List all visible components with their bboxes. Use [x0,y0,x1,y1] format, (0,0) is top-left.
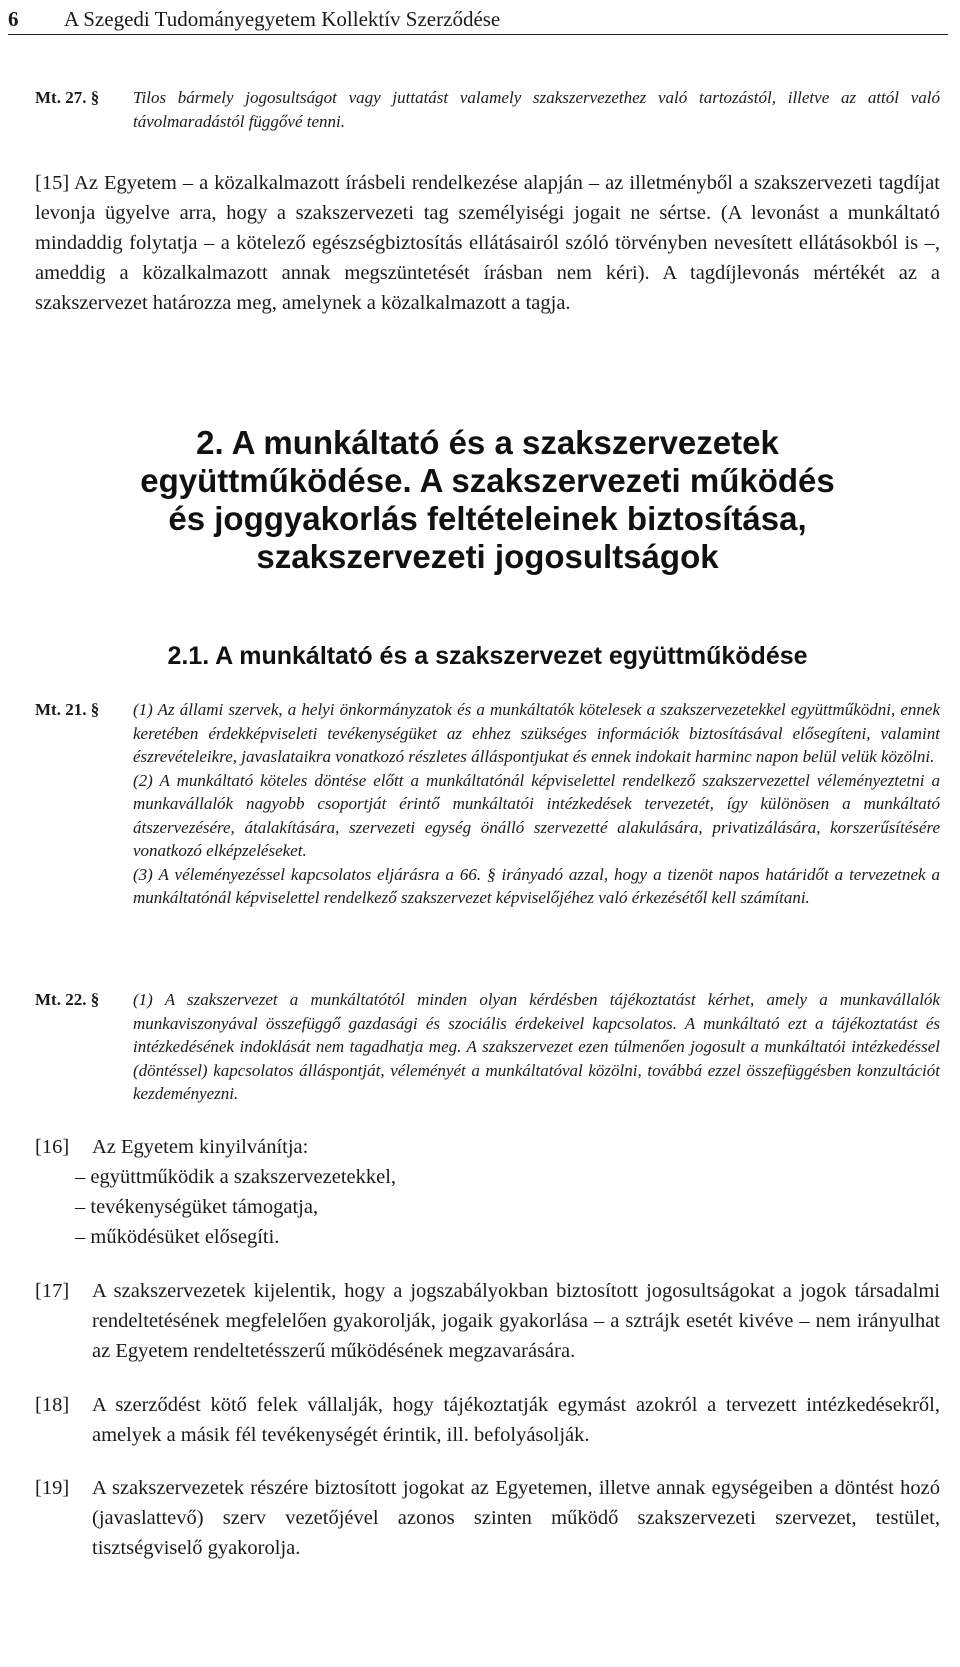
chapter-heading-line-1: 2. A munkáltató és a szakszervezetek [196,424,779,461]
mt21-body [133,698,940,910]
mt27-block [35,86,940,133]
paragraph-19-text: A szakszervezetek részére biztosított jogokat az Egyetemen, illetve annak egységeiben a döntést hozó (javaslattevő) szerv vezetőjével azonos szinten működő szakszervezeti szervezet, testület, tisztségviselő gyakorolja. [92,1477,940,1559]
running-header [8,4,948,35]
paragraph-17 [35,1276,940,1366]
paragraph-15 [35,168,940,318]
chapter-heading-line-2: együttműködése. A szakszervezeti működés [140,462,835,499]
mt27-text: Tilos bármely jogosultságot vagy juttatást valamely szakszervezethez való tartozástól, illetve az attól való távolmaradástól függővé tenni. [133,88,940,131]
paragraph-19-number: [19] [35,1477,70,1499]
chapter-heading [35,424,940,576]
paragraph-16-body [92,1132,940,1162]
paragraph-15-body [35,168,940,318]
mt21-p2-text: A munkáltató köteles döntése előtt a munkáltatónál képviselettel rendelkező szakszervezettel véleményeztetni a munkavállalók nagyobb csoportját érintő munkáltatói intézkedések tervezetét, így különösen a munkáltató átszervezésére, átalakítására, szervezeti egység önálló szervezetté alakulására, privatizálására, korszerűsítésére vonatkozó elképzeléseket. [133,770,940,860]
paragraph-16 [35,1132,940,1252]
paragraph-16-number: [16] [35,1136,70,1158]
page-number: 6 [8,7,19,31]
chapter-heading-line-4: szakszervezeti jogosultságok [256,538,719,575]
mt22-p1-label: (1) [133,990,153,1009]
mt21-p1-label: (1) [133,700,153,719]
list-item: – együttműködik a szakszervezetekkel, [75,1166,397,1188]
paragraph-16-intro: Az Egyetem kinyilvánítja: [92,1136,309,1158]
paragraph-18-text: A szerződést kötő felek vállalják, hogy tájékoztatják egymást azokról a tervezett intézkedésekről, amelyek a másik fél tevékenységét érintik, ill. befolyásolják. [92,1394,940,1446]
mt21-paragraph-2 [133,769,940,863]
paragraph-17-number: [17] [35,1280,70,1302]
mt21-paragraph-1 [133,698,940,769]
list-item: – tevékenységüket támogatja, [75,1196,319,1218]
list-item: – működésüket elősegíti. [75,1226,280,1248]
mt21-block [35,698,940,910]
paragraph-15-number: [15] [35,172,70,194]
paragraph-19 [35,1473,940,1563]
mt21-paragraph-3 [133,863,940,910]
mt27-label: Mt. 27. § [35,88,100,107]
document-title: A Szegedi Tudományegyetem Kollektív Szerződése [64,7,501,31]
mt21-p3-text: A véleményezéssel kapcsolatos eljárásra a 66. § irányadó azzal, hogy a tizenöt napos határidőt a tervezetnek a munkáltatónál képviselettel rendelkező szakszervezet képviselőjéhez való érkezésétől kell számítani. [133,864,940,907]
mt21-p1-text: Az állami szervek, a helyi önkormányzatok és a munkáltatók kötelesek a szakszervezetekkel együttműködni, ennek keretében érdekképviseleti tevékenységüket az ehhez szükséges információk biztosításával elősegíteni, valamint észrevételeikre, javaslataikra vonatkozó részletes álláspontjukat és ennek indokait harminc napon belül velük közölni. [133,700,940,766]
paragraph-17-text: A szakszervezetek kijelentik, hogy a jogszabályokban biztosított jogosultságokat a jogok társadalmi rendeltetésének megfelelően gyakorolják, jogaik gyakorlása – a sztrájk esetét kivéve – nem irányulhat az Egyetem rendeltetésszerű működésének megzavarására. [92,1280,940,1362]
chapter-heading-line-3: és joggyakorlás feltételeinek biztosítása, [168,500,807,537]
paragraph-18-number: [18] [35,1394,70,1416]
mt21-p2-label: (2) [133,770,153,790]
paragraph-16-list [75,1162,940,1252]
mt22-label: Mt. 22. § [35,990,100,1009]
mt21-p3-label: (3) [133,864,153,884]
mt22-body [133,988,940,1106]
paragraph-18 [35,1390,940,1450]
mt22-block [35,988,940,1106]
mt22-p1-text: A szakszervezet a munkáltatótól minden olyan kérdésben tájékoztatást kérhet, amely a munkavállalók munkaviszonyával összefüggő gazdasági és szociális érdekeivel kapcsolatos. A munkáltató ezt a tájékoztatást és intézkedésének indoklását nem tagadhatja meg. A szakszervezet ezen túlmenően jogosult a munkáltatói intézkedéssel (döntéssel) kapcsolatos álláspontját, véleményét a munkáltatóval közölni, továbbá ezzel összefüggésben konzultációt kezdeményezni. [133,990,940,1103]
mt22-paragraph-1 [133,988,940,1106]
paragraph-15-text: Az Egyetem – a közalkalmazott írásbeli rendelkezése alapján – az illetményből a szakszervezeti tagdíjat levonja ügyelve arra, hogy a szakszervezeti tag személyiségi jogait ne sértse. (A levonást a munkáltató mindaddig folytatja – a kötelező egészségbiztosítás ellátásairól szóló törvényben nevesített ellátásokból is –, ameddig a közalkalmazott annak megszüntetését írásban nem kéri). A tagdíjlevonás mértékét az a szakszervezet határozza meg, amelynek a közalkalmazott a tagja. [35,172,940,314]
section-heading: 2.1. A munkáltató és a szakszervezet együttműködése [167,642,808,670]
mt21-label: Mt. 21. § [35,700,100,719]
